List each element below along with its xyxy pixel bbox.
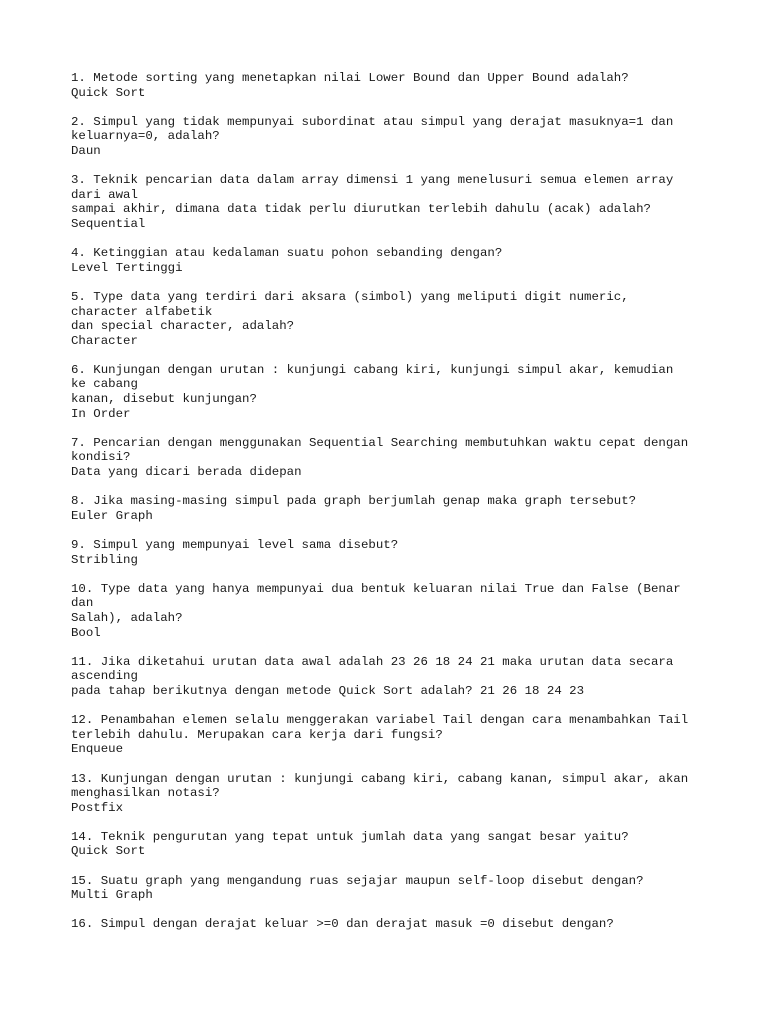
- question-item: [71, 436, 731, 480]
- question-line: kanan, disebut kunjungan?: [71, 392, 257, 407]
- question-line: dan special character, adalah?: [71, 319, 295, 334]
- question-line: 15. Suatu graph yang mengandung ruas sejajar maupun self-loop disebut dengan?: [71, 873, 644, 888]
- question-line: pada tahap berikutnya dengan metode Quick Sort adalah? 21 26 18 24 23: [71, 683, 585, 698]
- question-item: [71, 772, 731, 816]
- question-item: [71, 582, 731, 640]
- question-item: [71, 115, 731, 159]
- question-line: 16. Simpul dengan derajat keluar >=0 dan derajat masuk =0 disebut dengan?: [71, 917, 614, 932]
- question-line: ascending: [71, 669, 138, 684]
- question-line: menghasilkan notasi?: [71, 786, 220, 801]
- question-line: Bool: [71, 625, 101, 640]
- question-item: [71, 874, 731, 903]
- question-line: 14. Teknik pengurutan yang tepat untuk jumlah data yang sangat besar yaitu?: [71, 829, 629, 844]
- question-item: [71, 830, 731, 859]
- question-line: 4. Ketinggian atau kedalaman suatu pohon sebanding dengan?: [71, 246, 503, 261]
- question-line: 10. Type data yang hanya mempunyai dua bentuk keluaran nilai True dan False (Benar: [71, 581, 681, 596]
- question-line: 9. Simpul yang mempunyai level sama disebut?: [71, 538, 399, 552]
- question-line: 1. Metode sorting yang menetapkan nilai Lower Bound dan Upper Bound adalah?: [71, 71, 629, 85]
- question-line: 8. Jika masing-masing simpul pada graph berjumlah genap maka graph tersebut?: [71, 494, 637, 509]
- question-line: Quick Sort: [71, 844, 146, 859]
- question-line: Character: [71, 333, 138, 348]
- question-line: In Order: [71, 406, 131, 421]
- question-line: Enqueue: [71, 742, 124, 757]
- question-line: Postfix: [71, 800, 124, 815]
- question-line: Stribling: [71, 552, 138, 567]
- question-line: sampai akhir, dimana data tidak perlu diurutkan terlebih dahulu (acak) adalah?: [71, 202, 651, 217]
- question-list: [71, 71, 731, 947]
- question-line: Data yang dicari berada didepan: [71, 465, 302, 480]
- question-line: ke cabang: [71, 377, 138, 392]
- question-line: terlebih dahulu. Merupakan cara kerja dari fungsi?: [71, 727, 443, 742]
- question-item: [71, 246, 731, 275]
- question-item: [71, 290, 731, 348]
- question-line: Daun: [71, 143, 101, 158]
- question-line: dan: [71, 596, 94, 611]
- question-line: Multi Graph: [71, 888, 153, 903]
- question-line: 5. Type data yang terdiri dari aksara (simbol) yang meliputi digit numeric,: [71, 289, 629, 304]
- question-item: [71, 713, 731, 757]
- question-line: 2. Simpul yang tidak mempunyai subordinat atau simpul yang derajat masuknya=1 dan: [71, 114, 674, 129]
- question-line: keluarnya=0, adalah?: [71, 129, 220, 144]
- question-item: [71, 494, 731, 523]
- question-line: 3. Teknik pencarian data dalam array dimensi 1 yang menelusuri semua elemen array: [71, 173, 674, 188]
- question-item: [71, 363, 731, 421]
- question-line: kondisi?: [71, 450, 131, 465]
- question-item: [71, 538, 731, 567]
- question-line: Quick Sort: [71, 85, 146, 100]
- question-line: Level Tertinggi: [71, 260, 183, 275]
- question-item: [71, 173, 731, 231]
- question-line: Sequential: [71, 216, 146, 231]
- question-line: 7. Pencarian dengan menggunakan Sequential Searching membutuhkan waktu cepat dengan: [71, 435, 689, 450]
- question-item: [71, 917, 731, 932]
- question-line: character alfabetik: [71, 304, 213, 319]
- question-line: dari awal: [71, 187, 138, 202]
- question-line: 11. Jika diketahui urutan data awal adalah 23 26 18 24 21 maka urutan data secara: [71, 654, 674, 669]
- question-line: 12. Penambahan elemen selalu menggerakan variabel Tail dengan cara menambahkan Tail: [71, 713, 689, 728]
- question-line: 6. Kunjungan dengan urutan : kunjungi cabang kiri, kunjungi simpul akar, kemudian: [71, 362, 674, 377]
- question-line: 13. Kunjungan dengan urutan : kunjungi cabang kiri, cabang kanan, simpul akar, akan: [71, 771, 689, 786]
- question-item: [71, 71, 731, 100]
- question-item: [71, 655, 731, 699]
- question-line: Euler Graph: [71, 508, 153, 523]
- question-line: Salah), adalah?: [71, 610, 183, 625]
